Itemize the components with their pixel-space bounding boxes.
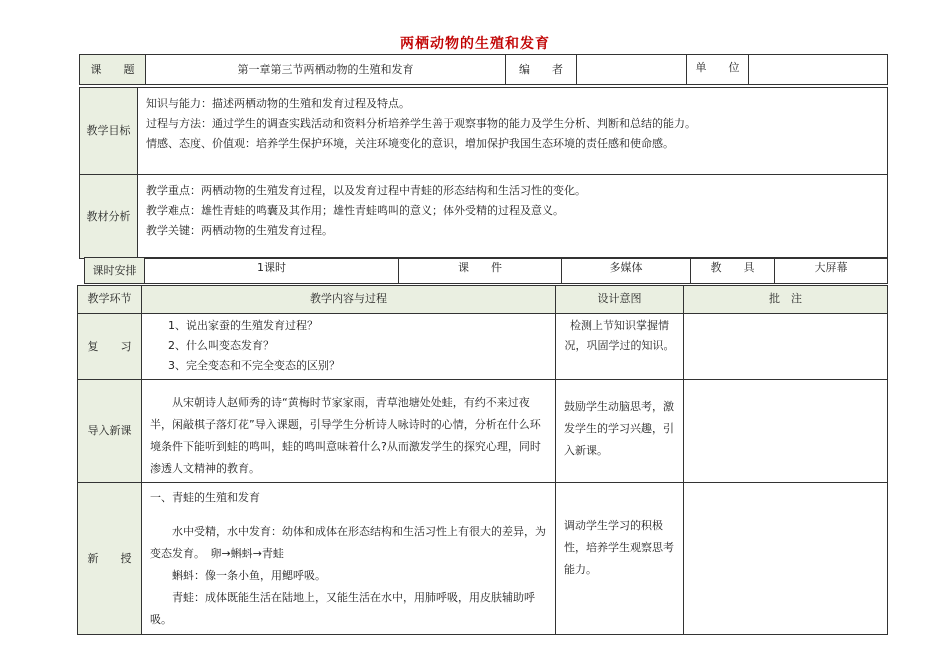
analysis-line: 教学重点：两栖动物的生殖发育过程，以及发育过程中青蛙的形态结构和生活习性的变化。 [146,184,586,197]
analysis-content [138,175,888,259]
unit-value [749,55,888,85]
newlesson-para: 水中受精，水中发育：幼体和成体在形态结构和生活习性上有很大的差异，为变态发育。 卵→蝌蚪→青蛙 [150,525,546,560]
review-intent: 检测上节知识掌握情况，巩固学过的知识。 [556,314,684,380]
document-title: 两栖动物的生殖和发育 [400,36,550,52]
schedule-label: 课时安排 [85,258,145,284]
courseware-value: 多媒体 [562,258,691,284]
review-label: 复 习 [78,314,142,380]
newlesson-label: 新 授 [78,483,142,635]
header-intent: 设计意图 [556,286,684,314]
topic-value: 第一章第三节两栖动物的生殖和发育 [146,55,506,85]
review-notes [684,314,888,380]
objective-line: 知识与能力：描述两栖动物的生殖和发育过程及特点。 [146,97,410,110]
goals-table [79,87,888,259]
schedule-table [84,257,888,284]
analysis-line: 教学难点：雄性青蛙的鸣囊及其作用；雄性青蛙鸣叫的意义；体外受精的过程及意义。 [146,204,564,217]
newlesson-heading: 一、青蛙的生殖和发育 [150,491,260,504]
header-content: 教学内容与过程 [142,286,556,314]
topic-label: 课 题 [80,55,146,85]
review-question: 3、完全变态和不完全变态的区别？ [168,359,340,372]
newlesson-para: 青蛙：成体既能生活在陆地上，又能生活在水中，用肺呼吸，用皮肤辅助呼吸。 [150,591,535,626]
analysis-label: 教材分析 [80,175,138,259]
objective-line: 过程与方法：通过学生的调查实践活动和资料分析培养学生善于观察事物的能力及学生分析、判断和总结的能力。 [146,117,696,130]
newlesson-para: 蝌蚪：像一条小鱼，用鳃呼吸。 [172,569,326,582]
tools-label: 教 具 [691,258,775,284]
intro-label: 导入新课 [78,380,142,483]
header-notes: 批 注 [684,286,888,314]
intro-intent: 鼓励学生动脑思考，激发学生的学习兴趣，引入新课。 [556,380,684,483]
editor-value [577,55,687,85]
review-question: 1、说出家蚕的生殖发育过程？ [168,319,318,332]
schedule-hours: 1课时 [145,258,399,284]
intro-text: 从宋朝诗人赵师秀的诗“黄梅时节家家雨，青草池塘处处蛙，有约不来过夜半，闲敲棋子落灯花”导入课题，引导学生分析诗人咏诗时的心情，分析在什么环境条件下能听到蛙的鸣叫，蛙的鸣叫意味着什么?从而激发学生的探究心理，同时渗透人文精神的教育。 [150,396,541,475]
objectives-label: 教学目标 [80,88,138,175]
header-stage: 教学环节 [78,286,142,314]
editor-label: 编 者 [506,55,577,85]
unit-label: 单 位 [687,55,749,85]
analysis-line: 教学关键：两栖动物的生殖发育过程。 [146,224,333,237]
newlesson-content [142,483,556,635]
tools-value: 大屏幕 [775,258,888,284]
process-table [77,285,888,635]
newlesson-notes [684,483,888,635]
objectives-content [138,88,888,175]
newlesson-intent: 调动学生学习的积极性，培养学生观察思考能力。 [556,483,684,635]
objective-line: 情感、态度、价值观：培养学生保护环境，关注环境变化的意识，增加保护我国生态环境的责任感和使命感。 [146,137,674,150]
courseware-label: 课 件 [399,258,562,284]
review-question: 2、什么叫变态发育？ [168,339,274,352]
intro-notes [684,380,888,483]
review-content [142,314,556,380]
topic-table [79,54,888,85]
